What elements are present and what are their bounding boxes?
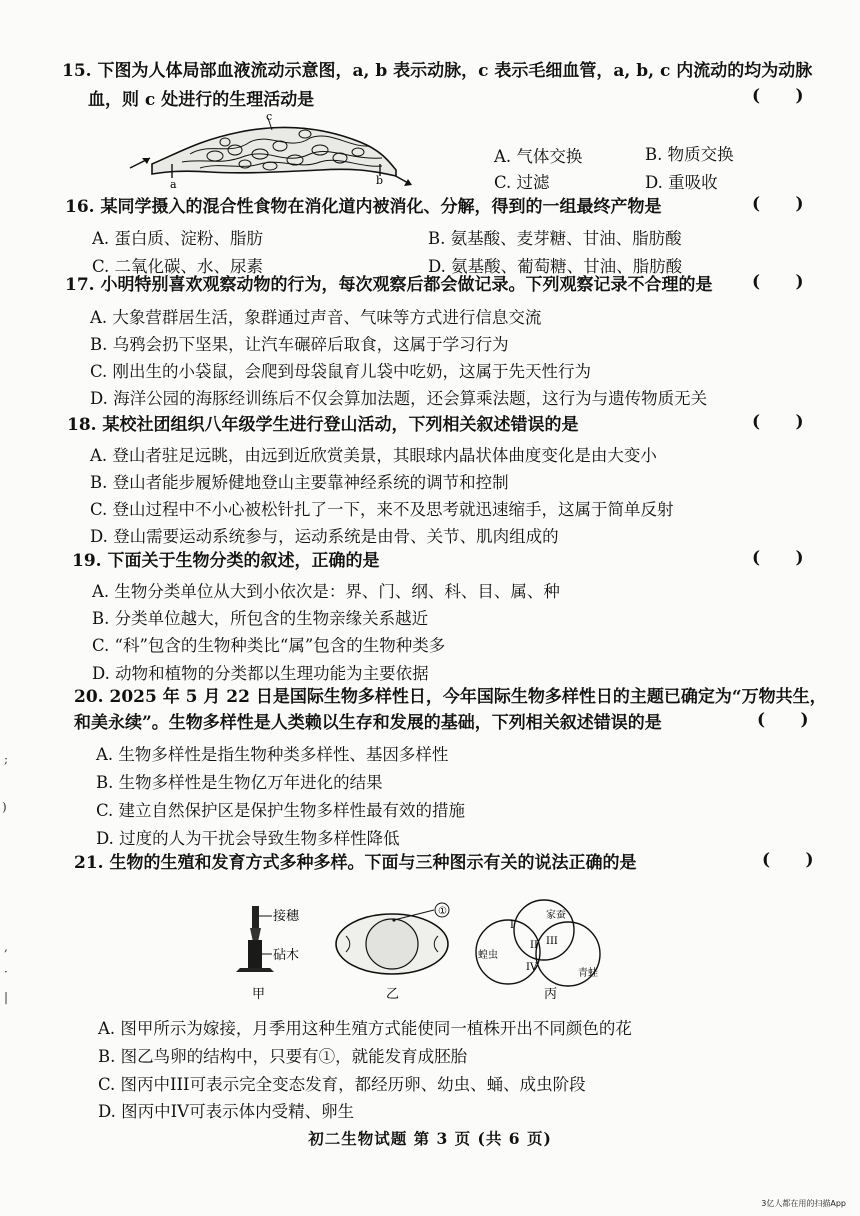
q21-stem: 21. 生物的生殖和发育方式多种多样。下面与三种图示有关的说法正确的是 [74, 853, 637, 873]
diagram-label-b: b [376, 174, 384, 187]
diagram-label-a: a [170, 178, 177, 191]
q15-stem-line2: 血，则 c 处进行的生理活动是 [88, 90, 315, 110]
q21-option-d: D. 图丙中IV可表示体内受精、卵生 [98, 1102, 355, 1121]
q17-option-a: A. 大象营群居生活，象群通过声音、气味等方式进行信息交流 [90, 308, 542, 327]
q18-answer-bracket: ( ) [752, 412, 804, 432]
edge-mark: ) [2, 800, 7, 814]
scanner-watermark: 3亿人都在用的扫描App [761, 1199, 846, 1208]
q17-option-c: C. 刚出生的小袋鼠，会爬到母袋鼠育儿袋中吃奶，这属于先天性行为 [90, 362, 592, 381]
q17-option-d: D. 海洋公园的海豚经训练后不仅会算加法题，还会算乘法题，这行为与遗传物质无关 [90, 389, 708, 408]
edge-mark: | [4, 990, 9, 1004]
q19-option-d: D. 动物和植物的分类都以生理功能为主要依据 [92, 664, 429, 683]
venn-region-2: II [530, 940, 538, 951]
q15-option-a: A. 气体交换 [494, 147, 583, 166]
q16-option-c: C. 二氧化碳、水、尿素 [92, 257, 264, 276]
diagram-label-c: c [266, 112, 273, 123]
q15-option-b: B. 物质交换 [645, 145, 734, 164]
venn-label-jiacan: 家蚕 [546, 910, 566, 921]
q18-option-c: C. 登山过程中不小心被松针扎了一下，来不及思考就迅速缩手，这属于简单反射 [90, 500, 674, 519]
venn-region-3: III [546, 936, 558, 947]
label-scion: 接穗 [273, 909, 300, 924]
q20-option-d: D. 过度的人为干扰会导致生物多样性降低 [96, 829, 400, 848]
q18-option-a: A. 登山者驻足远眺，由远到近欣赏美景，其眼球内晶状体曲度变化是由大变小 [90, 446, 657, 465]
q20-option-a: A. 生物多样性是指生物种类多样性、基因多样性 [96, 745, 449, 764]
q16-option-b: B. 氨基酸、麦芽糖、甘油、脂肪酸 [428, 229, 682, 248]
q20-stem-line2: 和美永续”。生物多样性是人类赖以生存和发展的基础，下列相关叙述错误的是 [74, 713, 662, 733]
page-footer: 初二生物试题 第 3 页 (共 6 页) [308, 1129, 552, 1148]
venn-label-huangchong: 蝗虫 [478, 950, 498, 961]
edge-mark: · [4, 965, 8, 979]
q21-option-c: C. 图丙中III可表示完全变态发育，都经历卵、幼虫、蛹、成虫阶段 [98, 1075, 586, 1094]
q21-option-b: B. 图乙鸟卵的结构中，只要有①，就能发育成胚胎 [98, 1047, 468, 1066]
figure-label-yi: 乙 [386, 987, 400, 1002]
venn-region-4: IV [526, 962, 538, 973]
edge-mark: , [4, 940, 8, 954]
q21-option-a: A. 图甲所示为嫁接，月季用这种生殖方式能使同一植株开出不同颜色的花 [98, 1019, 632, 1038]
q15-stem-line1: 15. 下图为人体局部血液流动示意图，a, b 表示动脉，c 表示毛细血管，a, b, c 内流动的均为动脉 [62, 61, 813, 81]
edge-mark: ; [4, 752, 9, 766]
q18-option-d: D. 登山需要运动系统参与，运动系统是由骨、关节、肌肉组成的 [90, 527, 559, 546]
q18-stem: 18. 某校社团组织八年级学生进行登山活动，下列相关叙述错误的是 [67, 415, 579, 435]
figure-label-bing: 丙 [544, 987, 558, 1002]
q16-stem: 16. 某同学摄入的混合性食物在消化道内被消化、分解，得到的一组最终产物是 [65, 197, 662, 217]
figure-jia-grafting [230, 902, 320, 1002]
figure-yi-bird-egg [332, 898, 462, 1002]
blood-flow-diagram [120, 112, 420, 192]
q19-stem: 19. 下面关于生物分类的叙述，正确的是 [72, 551, 380, 571]
marker-1: ① [438, 906, 447, 917]
q16-option-d: D. 氨基酸、葡萄糖、甘油、脂肪酸 [428, 257, 683, 276]
q17-answer-bracket: ( ) [752, 272, 804, 292]
q19-answer-bracket: ( ) [752, 548, 804, 568]
q20-option-c: C. 建立自然保护区是保护生物多样性最有效的措施 [96, 801, 466, 820]
q17-option-b: B. 乌鸦会扔下坚果，让汽车碾碎后取食，这属于学习行为 [90, 335, 509, 354]
q19-option-b: B. 分类单位越大，所包含的生物亲缘关系越近 [92, 609, 429, 628]
q21-answer-bracket: ( ) [762, 850, 814, 870]
q19-option-c: C. “科”包含的生物种类比“属”包含的生物种类多 [92, 636, 446, 655]
q20-option-b: B. 生物多样性是生物亿万年进化的结果 [96, 773, 383, 792]
figure-bing-venn [466, 896, 616, 1002]
q20-stem-line1: 20. 2025 年 5 月 22 日是国际生物多样性日，今年国际生物多样性日的主题已确定为“万物共生， [74, 687, 827, 707]
venn-region-1: I [510, 920, 514, 931]
q15-option-d: D. 重吸收 [645, 173, 718, 192]
q16-answer-bracket: ( ) [752, 194, 804, 214]
q15-option-c: C. 过滤 [494, 173, 550, 192]
q20-answer-bracket: ( ) [757, 710, 809, 730]
q18-option-b: B. 登山者能步履矫健地登山主要靠神经系统的调节和控制 [90, 473, 509, 492]
venn-label-qingwa: 青蛙 [578, 968, 598, 979]
q16-option-a: A. 蛋白质、淀粉、脂肪 [92, 229, 263, 248]
q17-stem: 17. 小明特别喜欢观察动物的行为，每次观察后都会做记录。下列观察记录不合理的是 [65, 275, 713, 295]
figure-label-jia: 甲 [252, 987, 266, 1002]
label-stock: 砧木 [273, 948, 300, 963]
q15-answer-bracket: ( ) [752, 86, 804, 106]
q19-option-a: A. 生物分类单位从大到小依次是：界、门、纲、科、目、属、种 [92, 582, 560, 601]
